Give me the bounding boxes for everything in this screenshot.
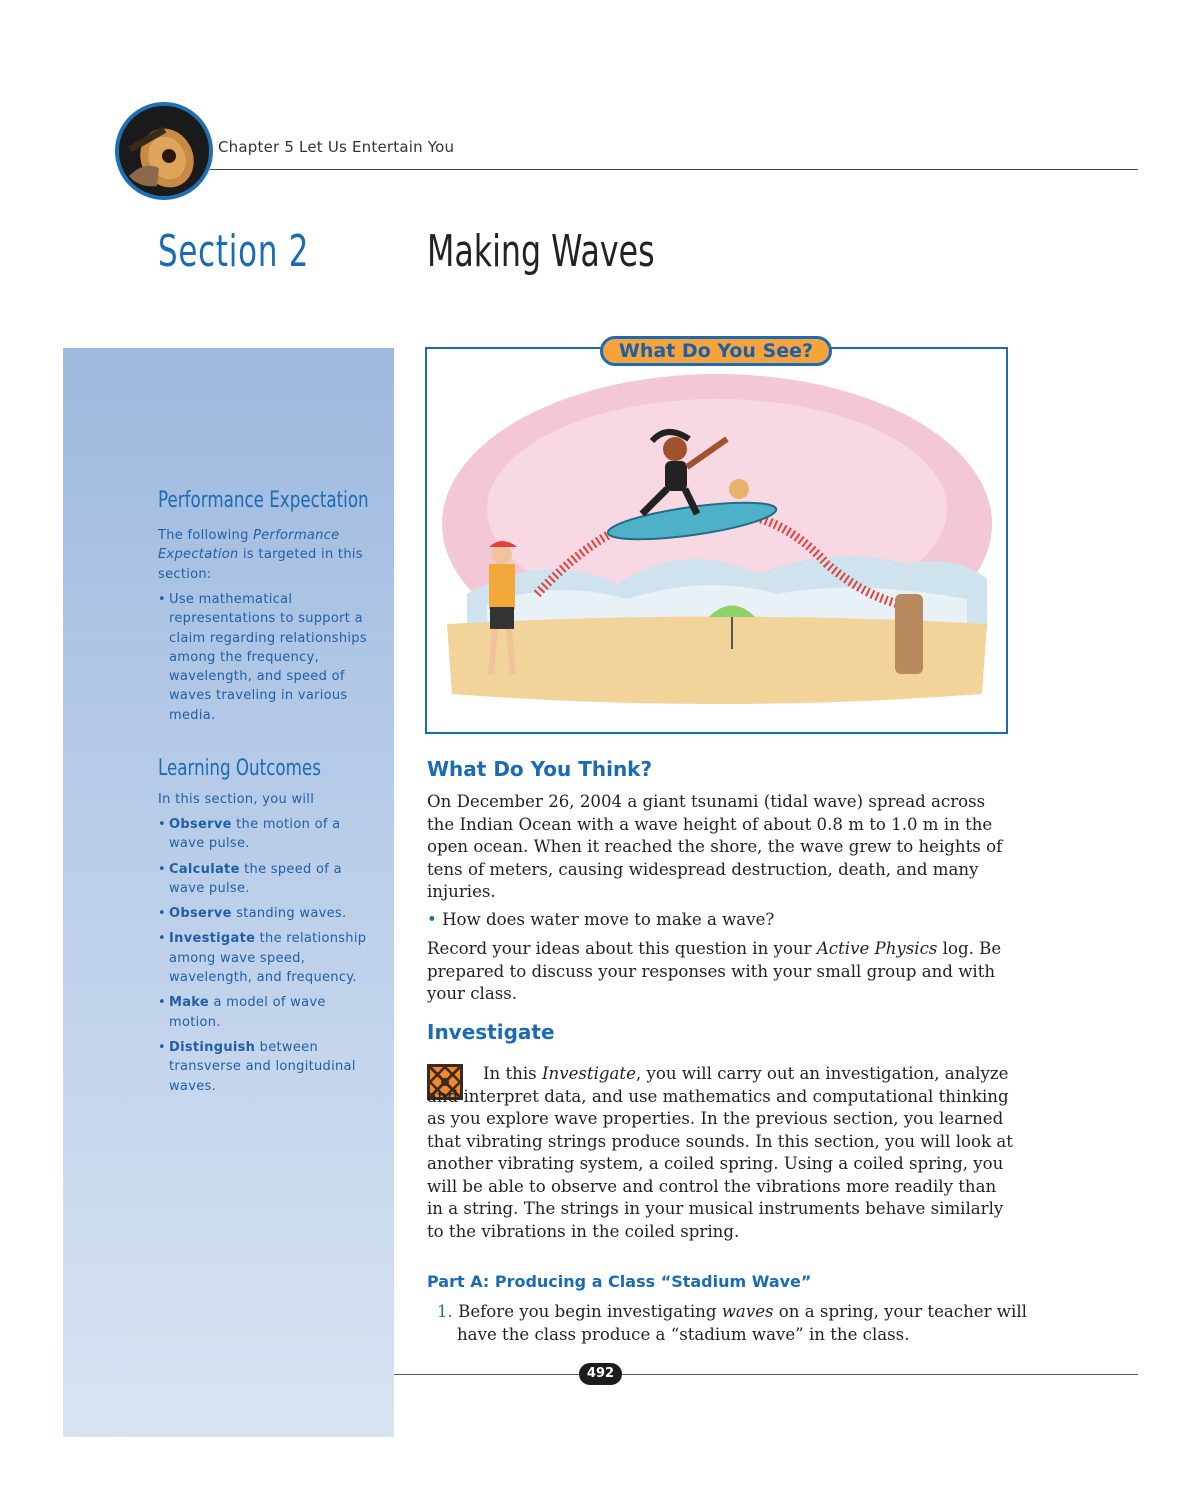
- learning-outcomes-intro: In this section, you will: [158, 792, 315, 807]
- think-record-paragraph: Record your ideas about this question in your Active Physics log. Be prepared to discuss your responses with your small group and with your class.: [427, 939, 1002, 1003]
- chapter-badge-guitar-image: [115, 102, 213, 200]
- footer-divider-right: [622, 1374, 1138, 1375]
- performance-item: • Use mathematical representations to support a claim regarding relationships among the frequency, wavelength, and speed of waves traveling in various media.: [158, 590, 376, 725]
- section-number: Section 2: [158, 226, 310, 277]
- outcome-item: • Make a model of wave motion.: [158, 993, 380, 1032]
- performance-list: [158, 590, 376, 731]
- performance-expectation-heading: Performance Expectation: [158, 488, 369, 513]
- performance-intro: The following Performance Expectation is targeted in this section:: [158, 528, 363, 582]
- investigate-heading: Investigate: [427, 1020, 555, 1044]
- outcome-item: • Calculate the speed of a wave pulse.: [158, 860, 380, 899]
- what-do-you-think-heading: What Do You Think?: [427, 757, 653, 781]
- outcome-item: • Distinguish between transverse and longitudinal waves.: [158, 1038, 380, 1096]
- page-number: 492: [579, 1363, 622, 1385]
- outcome-item: • Observe the motion of a wave pulse.: [158, 815, 380, 854]
- what-do-you-see-figure: [425, 347, 1008, 734]
- beach-cartoon-illustration: [427, 349, 1006, 732]
- bullet-icon: •: [427, 910, 437, 929]
- learning-outcomes-list: [158, 815, 380, 1102]
- learning-outcomes-heading: Learning Outcomes: [158, 756, 321, 781]
- footer-divider-left: [394, 1374, 579, 1375]
- part-a-heading: Part A: Producing a Class “Stadium Wave”: [427, 1272, 812, 1291]
- chapter-label: Chapter 5 Let Us Entertain You: [218, 138, 455, 156]
- outcome-item: • Investigate the relationship among wave speed, wavelength, and frequency.: [158, 929, 380, 987]
- what-do-you-see-label: What Do You See?: [600, 336, 832, 366]
- outcome-item: • Observe standing waves.: [158, 904, 380, 923]
- section-title: Making Waves: [427, 226, 655, 277]
- think-paragraph: On December 26, 2004 a giant tsunami (tidal wave) spread across the Indian Ocean with a wave height of about 0.8 m to 1.0 m in the open ocean. When it reached the shore, the wave grew to heights of tens of meters, causing widespread destruction, death, and many injuries.: [427, 792, 1003, 901]
- think-question: • How does water move to make a wave?: [427, 910, 775, 929]
- step-1: 1. Before you begin investigating waves on a spring, your teacher will have the class produce a “stadium wave” in the class.: [437, 1302, 1027, 1344]
- investigate-intro: In this Investigate, you will carry out an investigation, analyze and interpret data, and use mathematics and computational thinking as you explore wave properties. In the previous section, you learned that vibrating strings produce sounds. In this section, you will look at another vibrating system, a coiled spring. Using a coiled spring, you will be able to observe and control the vibrations more readily than in a string. The strings in your musical instruments behave similarly to the vibrations in the coiled spring.: [427, 1064, 1013, 1241]
- header-divider: [210, 169, 1138, 170]
